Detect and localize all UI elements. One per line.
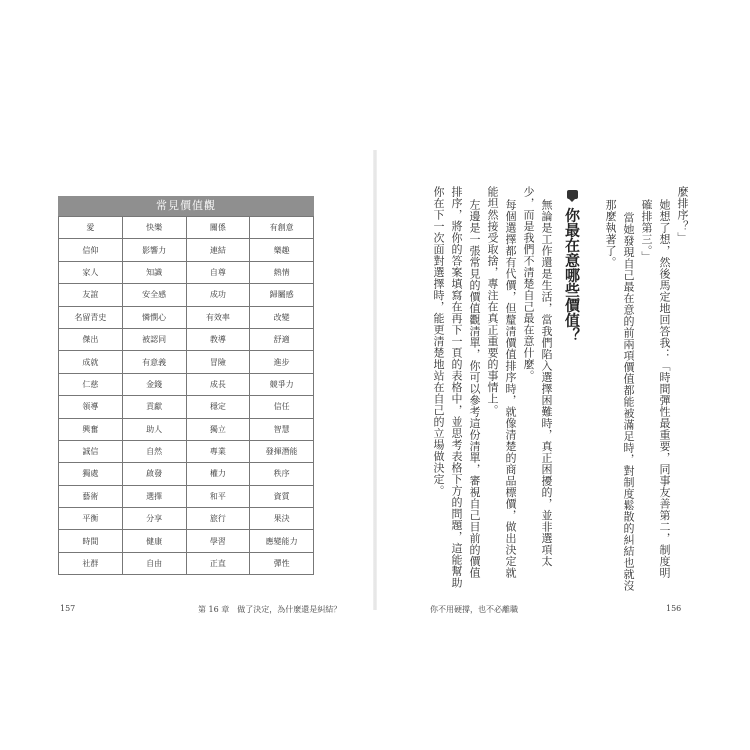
table-row <box>59 440 314 462</box>
value-cell: 快樂 <box>122 217 186 239</box>
value-cell: 果決 <box>250 508 314 530</box>
table-row <box>59 373 314 395</box>
value-cell: 旅行 <box>186 508 250 530</box>
table-row <box>59 239 314 261</box>
value-cell: 藝術 <box>59 485 123 507</box>
body-column: 左邊是一張常見的價值觀清單，你可以參考這份清單，審視自己目前的價值 <box>468 199 481 579</box>
values-table-block <box>58 196 314 575</box>
body-column: 無論是工作還是生活，當我們陷入選擇困難時，真正困擾的，並非選項太 <box>540 199 553 567</box>
table-row <box>59 508 314 530</box>
value-cell: 友誼 <box>59 284 123 306</box>
table-row <box>59 485 314 507</box>
value-cell: 冒險 <box>186 351 250 373</box>
table-row <box>59 530 314 552</box>
values-table <box>58 216 314 575</box>
value-cell: 彈性 <box>250 552 314 574</box>
left-page-number: 157 <box>60 604 76 613</box>
value-cell: 有意義 <box>122 351 186 373</box>
value-cell: 仁慈 <box>59 373 123 395</box>
value-cell: 平衡 <box>59 508 123 530</box>
value-cell: 有創意 <box>250 217 314 239</box>
value-cell: 和平 <box>186 485 250 507</box>
value-cell: 助人 <box>122 418 186 440</box>
value-cell: 名留青史 <box>59 306 123 328</box>
value-cell: 自然 <box>122 440 186 462</box>
value-cell: 啟發 <box>122 463 186 485</box>
value-cell: 有效率 <box>186 306 250 328</box>
right-page-number: 156 <box>666 604 682 613</box>
table-row <box>59 261 314 283</box>
text-column: 那麼執著了。 <box>604 199 617 268</box>
body-column: 你在下一次面對選擇時，能更清楚地站在自己的立場做決定。 <box>432 186 445 497</box>
table-row <box>59 418 314 440</box>
table-row <box>59 396 314 418</box>
table-row <box>59 328 314 350</box>
table-row <box>59 217 314 239</box>
value-cell: 應變能力 <box>250 530 314 552</box>
value-cell: 社群 <box>59 552 123 574</box>
value-cell: 改變 <box>250 306 314 328</box>
value-cell: 權力 <box>186 463 250 485</box>
value-cell: 進步 <box>250 351 314 373</box>
value-cell: 熱情 <box>250 261 314 283</box>
table-row <box>59 284 314 306</box>
body-column: 每個選擇都有代價，但釐清價值排序時，就像清楚的商品標價，做出決定就 <box>504 199 517 579</box>
section-heading <box>562 190 583 342</box>
value-cell: 成就 <box>59 351 123 373</box>
value-cell: 穩定 <box>186 396 250 418</box>
value-cell: 秩序 <box>250 463 314 485</box>
book-running-footer: 你不用硬撐，也不必離職 <box>430 605 518 614</box>
value-cell: 專業 <box>186 440 250 462</box>
value-cell: 興奮 <box>59 418 123 440</box>
value-cell: 傑出 <box>59 328 123 350</box>
value-cell: 發揮潛能 <box>250 440 314 462</box>
text-column: 麼排序？」 <box>676 186 689 244</box>
value-cell: 競爭力 <box>250 373 314 395</box>
value-cell: 成長 <box>186 373 250 395</box>
value-cell: 信任 <box>250 396 314 418</box>
value-cell: 時間 <box>59 530 123 552</box>
value-cell: 教導 <box>186 328 250 350</box>
text-column: 確排第三。」 <box>640 199 653 263</box>
value-cell: 憐憫心 <box>122 306 186 328</box>
page-gutter <box>373 150 377 610</box>
value-cell: 被認同 <box>122 328 186 350</box>
table-row <box>59 463 314 485</box>
table-row <box>59 351 314 373</box>
value-cell: 選擇 <box>122 485 186 507</box>
speech-bubble-icon <box>567 190 578 199</box>
value-cell: 舒適 <box>250 328 314 350</box>
table-row <box>59 552 314 574</box>
value-cell: 資質 <box>250 485 314 507</box>
table-row <box>59 306 314 328</box>
value-cell: 正直 <box>186 552 250 574</box>
value-cell: 成功 <box>186 284 250 306</box>
value-cell: 連結 <box>186 239 250 261</box>
value-cell: 學習 <box>186 530 250 552</box>
value-cell: 關係 <box>186 217 250 239</box>
value-cell: 自尊 <box>186 261 250 283</box>
value-cell: 誠信 <box>59 440 123 462</box>
value-cell: 獨處 <box>59 463 123 485</box>
value-cell: 貢獻 <box>122 396 186 418</box>
body-column: 少，而是我們不清楚自己最在意什麼。 <box>522 186 535 382</box>
value-cell: 知識 <box>122 261 186 283</box>
value-cell: 智慧 <box>250 418 314 440</box>
value-cell: 家人 <box>59 261 123 283</box>
value-cell: 領導 <box>59 396 123 418</box>
value-cell: 獨立 <box>186 418 250 440</box>
value-cell: 愛 <box>59 217 123 239</box>
value-cell: 分享 <box>122 508 186 530</box>
text-column: 當她發現自己最在意的前兩項價值都能被滿足時，對制度鬆散的糾結也就沒 <box>622 212 635 592</box>
body-column: 排序，將你的答案填寫在再下一頁的表格中，並思考表格下方的問題，這能幫助 <box>450 186 463 589</box>
value-cell: 歸屬感 <box>250 284 314 306</box>
values-table-title: 常見價值觀 <box>58 196 314 216</box>
section-heading-text: 你最在意哪些價值？ <box>563 207 581 343</box>
value-cell: 信仰 <box>59 239 123 261</box>
value-cell: 自由 <box>122 552 186 574</box>
body-column: 能坦然接受取捨，專注在真正重要的事情上。 <box>486 186 499 416</box>
value-cell: 安全感 <box>122 284 186 306</box>
value-cell: 健康 <box>122 530 186 552</box>
text-column: 她想了想，然後馬定地回答我：「時間彈性最重要，同事友善第二，制度明 <box>658 199 671 579</box>
value-cell: 影響力 <box>122 239 186 261</box>
chapter-running-footer: 第 16 章 做了決定，為什麼還是糾結？ <box>198 605 342 614</box>
value-cell: 金錢 <box>122 373 186 395</box>
value-cell: 樂趣 <box>250 239 314 261</box>
